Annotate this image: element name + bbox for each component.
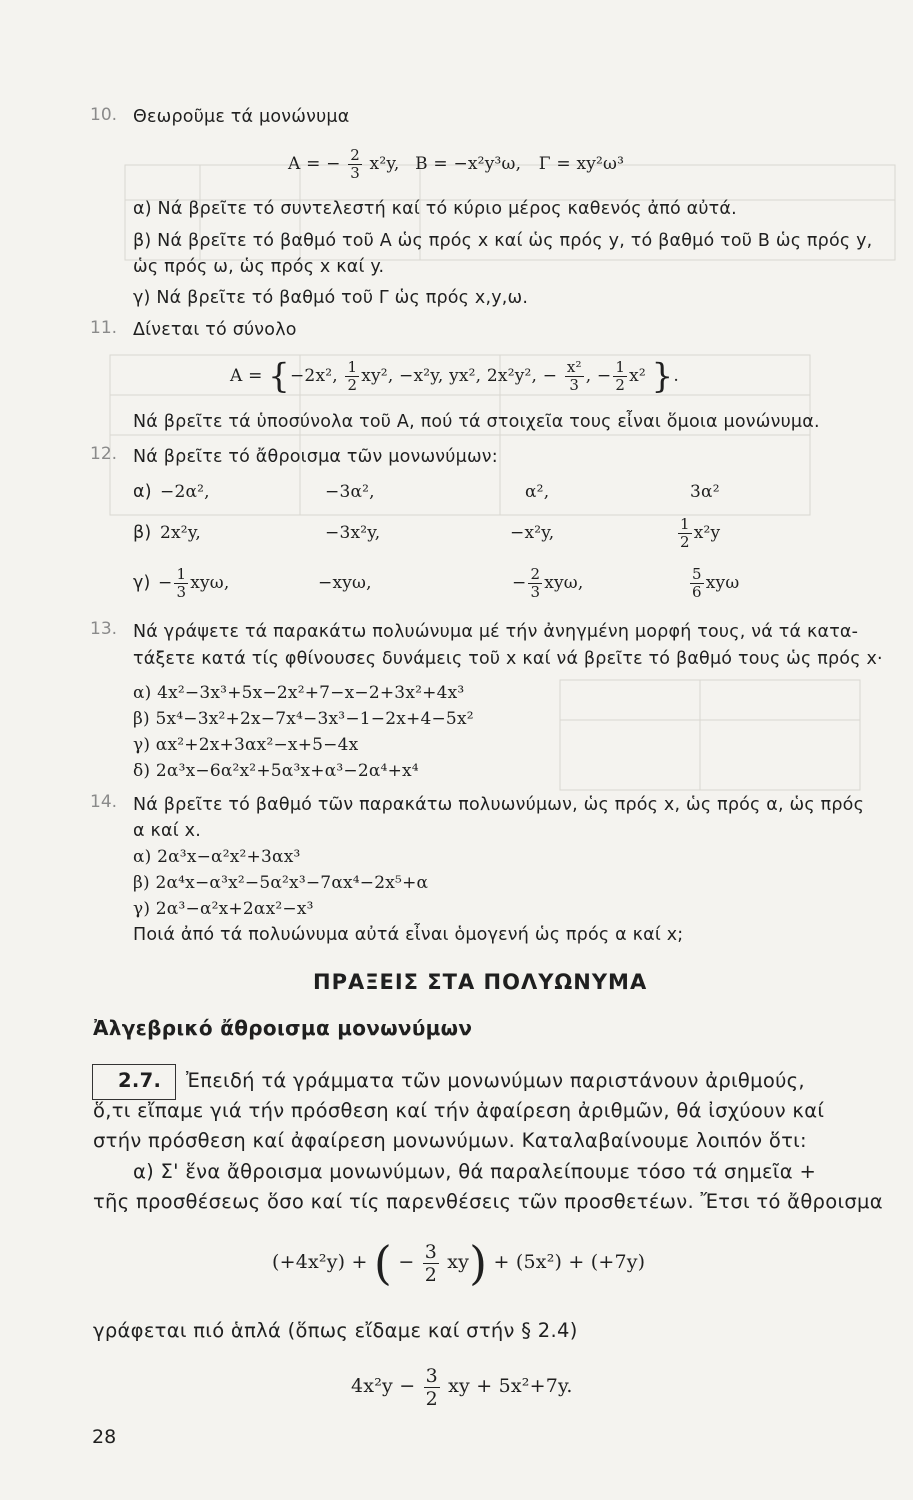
exercise-12-b-term-1: 2x²y,: [160, 523, 201, 543]
left-paren: (: [373, 1236, 393, 1290]
section-2-7-line2: ὅ,τι εἴπαμε γιά τήν πρόσθεση καί τήν ἀφαίρεση ἀριθμῶν, θά ἰσχύουν καί: [93, 1099, 825, 1122]
fraction-x2-over-3: $\frac{\text{x²}}{3}$: [566, 358, 582, 394]
example-sum-formula: (+4x²y) + ( − $\frac{3}{2}$ xy) + (5x²) + (+7y): [272, 1236, 646, 1290]
exercise-12-a-term-1: −2α²,: [160, 482, 210, 502]
exercise-10-formula: [288, 140, 624, 188]
section-2-7-line4: α) Σ' ἕνα ἄθροισμα μονωνύμων, θά παραλείπουμε τόσο τά σημεῖα +: [133, 1160, 817, 1183]
chapter-title: ΠΡΑΞΕΙΣ ΣΤΑ ΠΟΛΥΩΝΥΜΑ: [313, 970, 648, 994]
exercise-13-part-a: α) 4x²−3x³+5x−2x²+7−x−2+3x²+4x³: [133, 683, 465, 703]
exercise-14-intro-line2: α καί x.: [133, 821, 201, 841]
set-lhs: A =: [230, 366, 263, 386]
exercise-10-part-b-line1: β) Νά βρεῖτε τό βαθμό τοῦ Α ὡς πρός x καί ὡς πρός y, τό βαθμό τοῦ Β ὡς πρός y,: [133, 231, 873, 251]
set-term-1: −2x²,: [289, 366, 338, 386]
fraction-one-half: $\frac{1}{2}$: [347, 358, 358, 394]
exercise-11-intro: Δίνεται τό σύνολο: [133, 320, 297, 340]
comma: ,: [585, 366, 592, 386]
minus-sign: −: [542, 366, 558, 386]
exercise-11-question: Νά βρεῖτε τά ὑποσύνολα τοῦ Α, πού τά στοιχεῖα τους εἶναι ὅμοια μονώνυμα.: [133, 412, 820, 432]
exercise-10-part-c: γ) Νά βρεῖτε τό βαθμό τοῦ Γ ὡς πρός x,y,ω.: [133, 288, 529, 308]
exercise-12-a-label: α): [133, 482, 152, 502]
section-2-7-line5: τῆς προσθέσεως ὅσο καί τίς παρενθέσεις τῶν προσθετέων. Ἔτσι τό ἄθροισμα: [93, 1190, 883, 1213]
exercise-12-intro: Νά βρεῖτε τό ἄθροισμα τῶν μονωνύμων:: [133, 447, 498, 467]
set-term-3: −x²y,: [399, 366, 444, 386]
exercise-14-number: 14.: [90, 792, 118, 812]
exercise-14-question: Ποιά ἀπό τά πολυώνυμα αὐτά εἶναι ὁμογενή ὡς πρός α καί x;: [133, 925, 684, 945]
set-term-2: xy²,: [361, 366, 394, 386]
exercise-12-number: 12.: [90, 444, 118, 464]
exercise-12-a-term-4: 3α²: [690, 482, 720, 502]
fraction-one-third: $\frac{1}{3}$: [176, 565, 187, 601]
set-term-5: 2x²y²,: [486, 366, 538, 386]
section-title: Ἀλγεβρικό ἄθροισμα μονωνύμων: [93, 1016, 473, 1040]
exercise-10-number: 10.: [90, 105, 118, 125]
exercise-12-c-term-3: − $\frac{2}{3}$ xyω,: [512, 565, 584, 601]
section-number: 2.7.: [118, 1069, 162, 1092]
fraction-one-half: $\frac{1}{2}$: [615, 358, 626, 394]
exercise-13-part-d: δ) 2α³x−6α²x²+5α³x+α³−2α⁴+x⁴: [133, 761, 419, 781]
exercise-12-c-term-2: −xyω,: [318, 573, 372, 593]
brace-close: }: [651, 356, 674, 397]
fraction-one-half: $\frac{1}{2}$: [680, 515, 690, 551]
monomial-a-rest: x²y,: [369, 154, 400, 174]
exercise-10-intro: Θεωροῦμε τά μονώνυμα: [133, 107, 350, 127]
simplified-sum-formula: 4x²y − $\frac{3}{2}$ xy + 5x²+7y.: [351, 1364, 573, 1410]
fraction-three-halves: $\frac{3}{2}$: [424, 1240, 437, 1286]
exercise-10-part-a: α) Νά βρεῖτε τό συντελεστή καί τό κύριο μέρος καθενός ἀπό αὐτά.: [133, 199, 737, 219]
exercise-13-intro-line2: τάξετε κατά τίς φθίνουσες δυνάμεις τοῦ x καί νά βρεῖτε τό βαθμό τους ὡς πρός x·: [133, 649, 883, 669]
exercise-12-b-term-4: $\frac{1}{2}$ x²y: [680, 515, 721, 551]
fraction-two-thirds: $\frac{2}{3}$: [530, 565, 541, 601]
exercise-11-set: [230, 352, 679, 400]
set-term-4: yx²,: [449, 366, 482, 386]
monomial-g: Γ = xy²ω³: [538, 154, 625, 174]
fraction-five-sixths: $\frac{5}{6}$: [692, 565, 702, 601]
exercise-14-part-a: α) 2α³x−α²x²+3αx³: [133, 847, 301, 867]
right-paren: ): [469, 1236, 488, 1290]
fraction-two-thirds: $\frac{2}{3}$: [350, 146, 360, 182]
exercise-13-part-b: β) 5x⁴−3x²+2x−7x⁴−3x³−1−2x+4−5x²: [133, 709, 474, 729]
section-2-7-line6: γράφεται πιό ἁπλά (ὅπως εἴδαμε καί στήν § 2.4): [93, 1319, 578, 1342]
exercise-12-a-term-2: −3α²,: [325, 482, 375, 502]
period: .: [673, 366, 679, 386]
exercise-13-part-c: γ) αx²+2x+3αx²−x+5−4x: [133, 735, 359, 755]
monomial-b: B = −x²y³ω,: [415, 154, 522, 174]
brace-open: {: [268, 356, 290, 397]
section-2-7-line3: στήν πρόσθεση καί ἀφαίρεση μονωνύμων. Καταλαβαίνουμε λοιπόν ὅτι:: [93, 1129, 807, 1152]
monomial-a-lhs: A = −: [288, 154, 341, 174]
exercise-12-c-label: γ): [133, 573, 151, 593]
exercise-10-part-b-line2: ὡς πρός ω, ὡς πρός x καί y.: [133, 257, 385, 277]
exercise-13-number: 13.: [90, 619, 118, 639]
exercise-12-b-term-3: −x²y,: [510, 523, 555, 543]
exercise-12-b-term-2: −3x²y,: [325, 523, 381, 543]
fraction-three-halves: $\frac{3}{2}$: [425, 1364, 438, 1410]
exercise-12-c-term-1: − $\frac{1}{3}$ xyω,: [158, 565, 230, 601]
minus-sign: −: [596, 366, 612, 386]
exercise-13-intro-line1: Νά γράψετε τά παρακάτω πολυώνυμα μέ τήν ἀνηγμένη μορφή τους, νά τά κατα-: [133, 622, 859, 642]
exercise-12-c-term-4: $\frac{5}{6}$ xyω: [692, 565, 740, 601]
page-number: 28: [92, 1426, 117, 1448]
exercise-14-part-c: γ) 2α³−α²x+2αx²−x³: [133, 899, 314, 919]
section-2-7-line1: Ἐπειδή τά γράμματα τῶν μονωνύμων παριστάνουν ἀριθμούς,: [186, 1069, 805, 1092]
exercise-14-intro-line1: Νά βρεῖτε τό βαθμό τῶν παρακάτω πολυωνύμων, ὡς πρός x, ὡς πρός α, ὡς πρός: [133, 795, 865, 815]
set-term-6: x²: [629, 366, 646, 386]
exercise-12-b-label: β): [133, 523, 152, 543]
exercise-12-a-term-3: α²,: [525, 482, 550, 502]
exercise-11-number: 11.: [90, 318, 118, 338]
exercise-14-part-b: β) 2α⁴x−α³x²−5α²x³−7αx⁴−2x⁵+α: [133, 873, 429, 893]
